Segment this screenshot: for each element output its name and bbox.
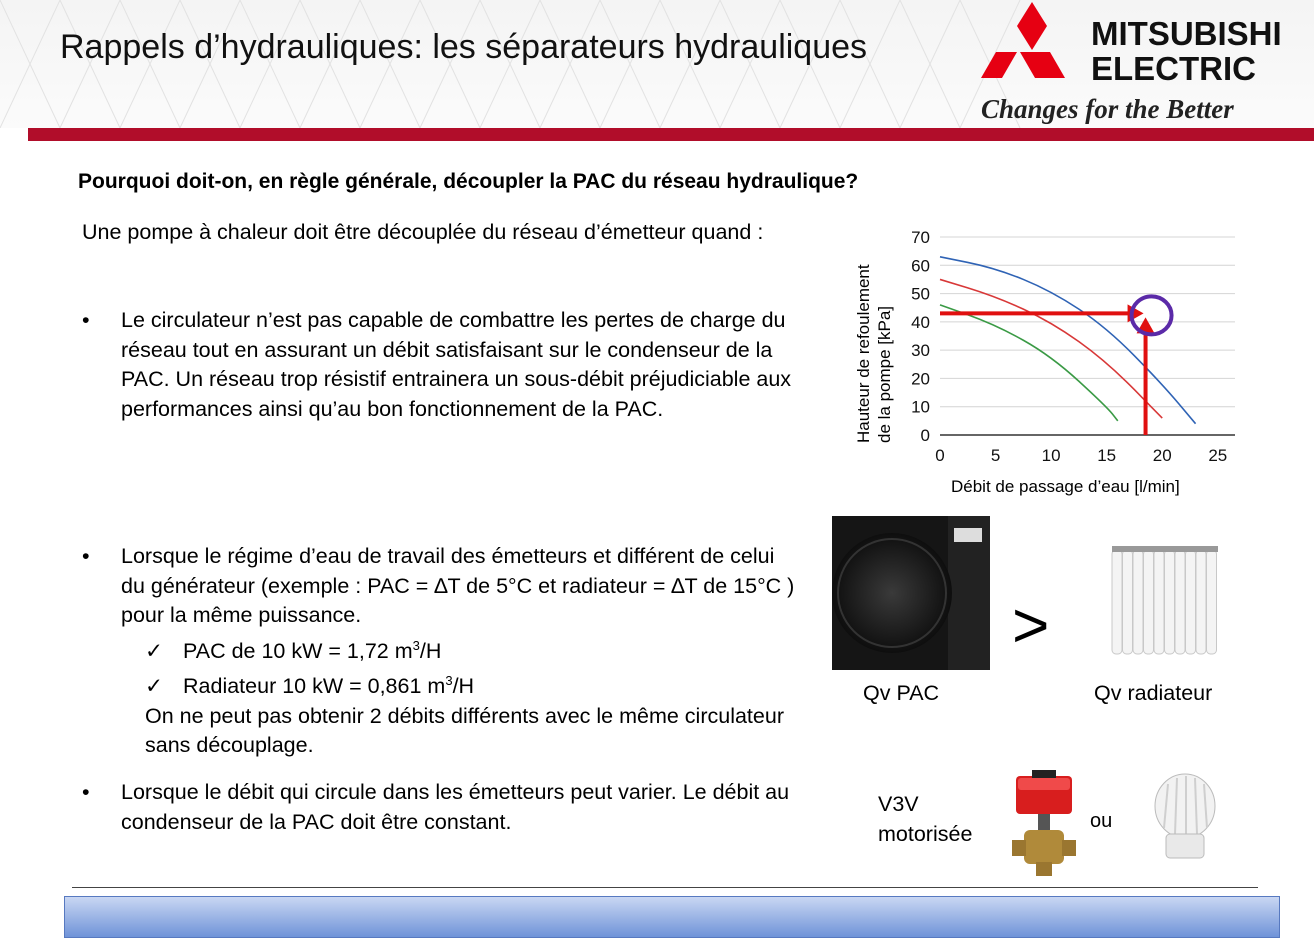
bullet-marker: •	[82, 780, 90, 804]
qv-pac-label: Qv PAC	[863, 681, 940, 705]
bullet-2	[82, 542, 802, 761]
pump-curve-chart	[845, 215, 1235, 505]
chart-series-line-2	[940, 279, 1162, 418]
ou-label: ou	[1090, 810, 1113, 832]
check-icon: ✓	[145, 638, 164, 663]
chart-xtick-label: 0	[935, 446, 945, 465]
bullet-2-note: On ne peut pas obtenir 2 débits différents avec le même circulateur sans découplage.	[145, 703, 784, 758]
svg-text:ELECTRIC: ELECTRIC	[1091, 50, 1256, 87]
bullet-marker: •	[82, 308, 90, 332]
bullet-3	[82, 778, 802, 837]
chart-ytick-label: 40	[911, 312, 930, 332]
radiator-column	[1196, 550, 1206, 654]
intro-text: Une pompe à chaleur doit être découplée du réseau d’émetteur quand :	[82, 220, 764, 244]
check-item-pac: ✓ PAC de 10 kW = 1,72 $m^3/H$	[145, 631, 802, 667]
mitsubishi-electric-logo	[975, 0, 1305, 128]
chart-ylabel-line2: de la pompe [kPa]	[875, 305, 894, 443]
footer-divider	[72, 887, 1258, 888]
v3v-label: V3V	[878, 792, 919, 816]
bullet-marker: •	[82, 544, 90, 568]
chart-xtick-label: 25	[1208, 446, 1228, 465]
radiator-column	[1123, 550, 1133, 654]
chart-xtick-label: 5	[990, 446, 1001, 465]
chart-ytick-label: 20	[911, 369, 930, 389]
radiator-column	[1186, 550, 1196, 654]
radiator-column	[1165, 550, 1175, 654]
chart-ylabel-line1: Hauteur de refoulement	[854, 264, 873, 443]
svg-text:Changes for the Better: Changes for the Better	[981, 94, 1234, 124]
radiator-image	[1108, 544, 1222, 658]
svg-text:MITSUBISHI: MITSUBISHI	[1091, 15, 1282, 52]
bullet-1	[82, 306, 802, 424]
footer-blue-bar	[64, 896, 1280, 938]
bullet-3-text: Lorsque le débit qui circule dans les émetteurs peut varier. Le débit au condenseur de la PAC doit être constant.	[121, 780, 790, 834]
radiator-column	[1112, 550, 1122, 654]
heat-pump-image	[830, 514, 992, 672]
chart-ytick-label: 0	[920, 426, 930, 445]
chart-xtick-label: 10	[1041, 446, 1061, 465]
chart-series-line-1	[940, 257, 1196, 424]
chart-ytick-label: 70	[911, 228, 930, 247]
bullet-2-text: Lorsque le régime d’eau de travail des émetteurs et différent de celui du générateur (exemple : PAC = ∆T de 5°C et radiateur = ∆T de 15°C ) pour la même puissance.	[121, 544, 795, 627]
greater-than-sign: >	[1012, 589, 1050, 661]
chart-ytick-label: 10	[911, 397, 930, 417]
chart-ytick-label: 60	[911, 256, 930, 276]
chart-xtick-label: 15	[1097, 446, 1117, 465]
radiator-column	[1133, 550, 1143, 654]
radiator-column	[1207, 550, 1217, 654]
radiator-column	[1175, 550, 1185, 654]
v3v-motorisee-label: motorisée	[878, 822, 973, 846]
radiator-column	[1144, 550, 1154, 654]
chart-ytick-label: 30	[911, 341, 930, 361]
qv-radiateur-label: Qv radiateur	[1094, 681, 1213, 705]
bullet-1-text: Le circulateur n’est pas capable de combattre les pertes de charge du réseau tout en assurant un débit satisfaisant sur le condenseur de la PAC. Un réseau trop résistif entrainera un sous-débit préjudiciable aux performances ainsi qu’au bon fonctionnement de la PAC.	[121, 308, 792, 421]
chart-xlabel: Débit de passage d’eau [l/min]	[951, 477, 1180, 496]
slide-header	[0, 0, 1314, 128]
slide-title: Rappels d’hydrauliques: les séparateurs hydrauliques	[60, 28, 868, 66]
section-question: Pourquoi doit-on, en règle générale, découpler la PAC du réseau hydraulique?	[78, 170, 859, 193]
chart-xtick-label: 20	[1152, 446, 1172, 465]
motorized-valve-image	[1008, 768, 1080, 880]
check-item-radiateur: ✓ Radiateur 10 kW = 0,861 $m^3/H$	[145, 666, 802, 702]
radiator-column	[1154, 550, 1164, 654]
thermostatic-head-image	[1150, 770, 1220, 866]
header-red-bar	[28, 128, 1314, 141]
check-icon: ✓	[145, 674, 164, 699]
chart-ytick-label: 50	[911, 284, 930, 304]
